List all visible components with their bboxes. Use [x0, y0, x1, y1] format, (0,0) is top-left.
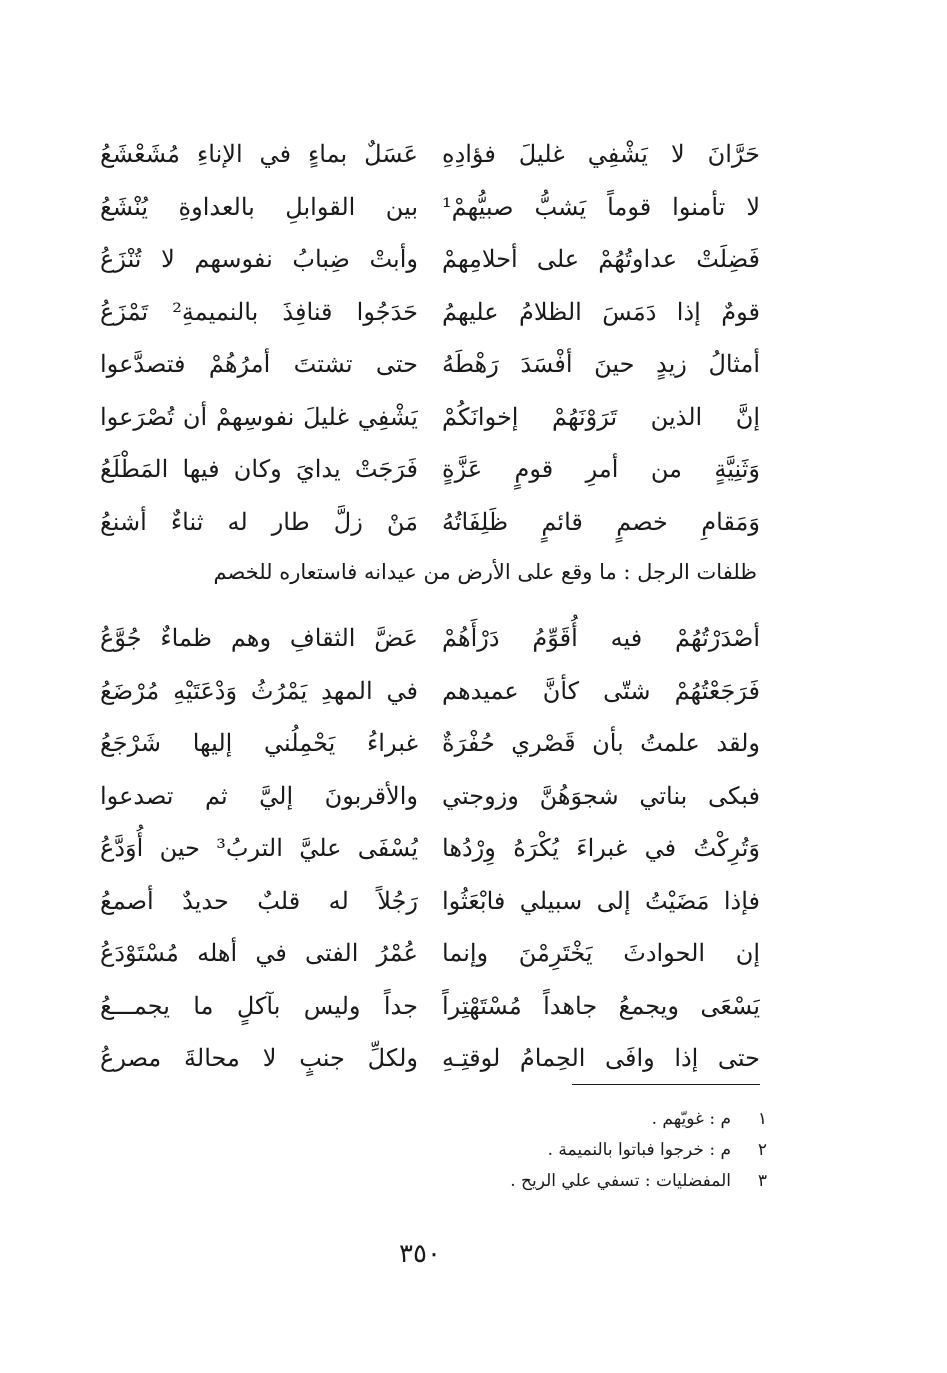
- verse-second-hemistich: عَضَّ الثقافِ وهم ظماءٌ جُوَّعُ: [100, 624, 418, 652]
- verse-first-hemistich: وَتُرِكْتُ في غبراءَ يُكْرَهُ وِرْدُها: [442, 834, 760, 862]
- page-number: ٣٥٠: [399, 1239, 441, 1269]
- verse-first-hemistich: أمثالُ زيدٍ حينَ أفْسَدَ رَهْطَهُ: [442, 350, 760, 378]
- verse-second-hemistich: يُسْفَى عليَّ التربُ³ حين أُوَدَّعُ: [100, 834, 418, 862]
- verse-second-hemistich: حتى تشتتَ أمرُهُمْ فتصدَّعوا: [100, 350, 418, 378]
- verse: [100, 128, 760, 181]
- verse: [100, 181, 760, 234]
- poem-verses-bottom: [100, 612, 760, 1085]
- verse: [100, 233, 760, 286]
- verse-first-hemistich: قومٌ إذا دَمَسَ الظلامُ عليهمُ: [442, 297, 760, 326]
- verse: [100, 980, 760, 1033]
- verse-first-hemistich: إن الحوادثَ يَخْتَرِمْنَ وإنما: [442, 939, 760, 967]
- footnote-text: م : غويّهم .: [651, 1109, 731, 1129]
- verse-second-hemistich: غبراءُ يَحْمِلُني إليها شَرْجَعُ: [100, 729, 418, 757]
- verse: [100, 875, 760, 928]
- verse-first-hemistich: حتى إذا وافَى الحِمامُ لوقتِـهِ: [442, 1044, 760, 1072]
- verse-first-hemistich: فَضِلَتْ عداوتُهُمْ على أحلامِهمْ: [442, 245, 760, 273]
- verse-second-hemistich: جداً وليس بآكلٍ ما يجمـــعُ: [100, 991, 418, 1020]
- poem-verses-top: [100, 128, 760, 548]
- gloss-note: ظلفات الرجل : ما وقع على الأرض من عيدانه فاستعاره للخصم: [213, 560, 757, 584]
- verse-first-hemistich: حَرَّانَ لا يَشْفِي غليلَ فؤادِهِ: [442, 140, 760, 168]
- footnote-number: ٢: [757, 1140, 767, 1160]
- footnote-text: م : خرجوا فباتوا بالنميمة .: [547, 1140, 731, 1160]
- verse: [100, 927, 760, 980]
- verse: [100, 338, 760, 391]
- verse-second-hemistich: والأقربونَ إليَّ ثم تصدعوا: [100, 781, 418, 810]
- verse: [100, 822, 760, 875]
- verse-second-hemistich: رَجُلاً له قلبٌ حديدٌ أصمعُ: [100, 886, 418, 915]
- footnote: [407, 1166, 767, 1197]
- verse-second-hemistich: فَرَجَتْ يدايَ وكان فيها المَطْلَعُ: [100, 455, 418, 483]
- verse-first-hemistich: يَسْعَى ويجمعُ جاهداً مُسْتَهْتِراً: [442, 991, 760, 1020]
- verse-first-hemistich: وَثَنِيَّةٍ من أمرِ قومٍ عَزَّةٍ: [442, 455, 760, 483]
- verse-first-hemistich: لا تأمنوا قوماً يَشبُّ صبيُّهمْ¹: [442, 192, 760, 221]
- footnote-divider: [572, 1084, 760, 1085]
- verse-second-hemistich: ولكلِّ جنبٍ لا محالةَ مصرعُ: [100, 1044, 418, 1072]
- footnote: [407, 1135, 767, 1166]
- verse-first-hemistich: ولقد علمتُ بأن قَصْري حُفْرَةٌ: [442, 729, 760, 757]
- verse: [100, 717, 760, 770]
- footnote-text: المفضليات : تسفي علي الريح .: [510, 1171, 731, 1191]
- verse-first-hemistich: فإذا مَضَيْتُ إلى سبيلي فابْعَثُوا: [442, 886, 760, 915]
- verse: [100, 665, 760, 718]
- verse: [100, 496, 760, 549]
- verse: [100, 770, 760, 823]
- verse-second-hemistich: حَدَجُوا قنافِذَ بالنميمةِ² تَمْزَعُ: [100, 297, 418, 326]
- verse-first-hemistich: أصْدَرْتُهُمْ فيه أُقَوِّمُ دَرْأَهُمْ: [442, 624, 760, 652]
- verse: [100, 391, 760, 444]
- footnote-number: ٣: [757, 1171, 767, 1191]
- verse-first-hemistich: إنَّ الذين تَرَوْنَهُمْ إخوانَكُمْ: [442, 402, 760, 431]
- verse-second-hemistich: مَنْ زلَّ طار له ثناءٌ أشنعُ: [100, 507, 418, 536]
- verse-second-hemistich: بين القوابلِ بالعداوةِ يُنْشَعُ: [100, 192, 418, 221]
- verse-second-hemistich: عَسَلٌ بماءٍ في الإناءِ مُشَعْشَعُ: [100, 140, 418, 168]
- footnote-number: ١: [757, 1109, 767, 1129]
- verse-first-hemistich: وَمَقامِ خصمٍ قائمٍ ظَلِفَاتُهُ: [442, 507, 760, 536]
- verse: [100, 443, 760, 496]
- verse: [100, 286, 760, 339]
- verse-second-hemistich: وأبتْ ضِبابُ نفوسهم لا تُنْزَعُ: [100, 245, 418, 273]
- footnote: [407, 1104, 767, 1135]
- verse-second-hemistich: عُمْرُ الفتى في أهله مُسْتَوْدَعُ: [100, 939, 418, 967]
- verse: [100, 1032, 760, 1085]
- verse-second-hemistich: في المهدِ يَمْرُثُ وَدْعَتَيْهِ مُرْضَعُ: [100, 676, 418, 705]
- verse-first-hemistich: فَرَجَعْتُهُمْ شتّى كأنَّ عميدهم: [442, 676, 760, 705]
- verse-first-hemistich: فبكى بناتي شجوَهُنَّ وزوجتي: [442, 781, 760, 810]
- verse-second-hemistich: يَشْفِي غليلَ نفوسِهمْ أن تُصْرَعوا: [100, 402, 418, 431]
- verse: [100, 612, 760, 665]
- footnotes: [407, 1104, 767, 1197]
